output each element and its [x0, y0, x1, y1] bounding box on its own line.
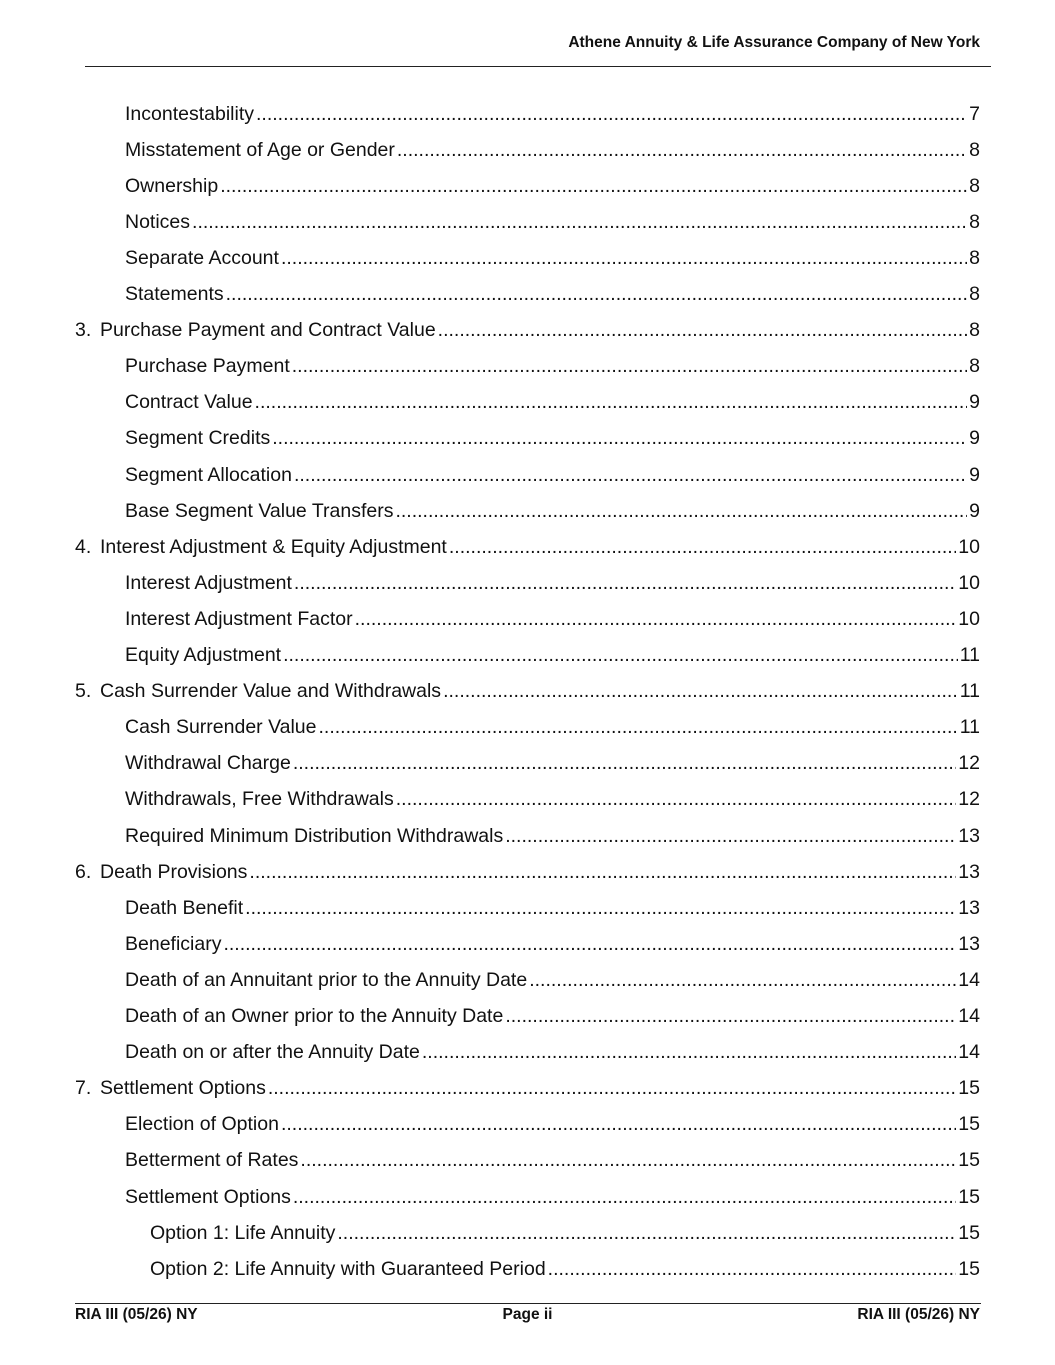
footer-divider	[75, 1303, 981, 1304]
toc-entry-title: Settlement Options	[125, 1185, 291, 1208]
toc-entry-title: Segment Allocation	[125, 463, 292, 486]
toc-entry	[125, 493, 980, 529]
toc-dot-leader	[249, 861, 956, 884]
toc-dot-leader	[281, 1113, 956, 1136]
toc-dot-leader	[255, 391, 968, 414]
toc-page-number: 10	[958, 535, 980, 558]
toc-page-number: 7	[969, 102, 980, 125]
toc-page-number: 8	[969, 246, 980, 269]
toc-entry	[125, 926, 980, 962]
toc-dot-leader	[226, 283, 968, 306]
toc-page-number: 8	[969, 283, 980, 305]
toc-entry-title: Misstatement of Age or Gender	[125, 138, 395, 161]
toc-entry-title: Purchase Payment	[125, 355, 290, 378]
toc-entry-title: Death on or after the Annuity Date	[125, 1041, 420, 1064]
toc-entry-title: Ownership	[125, 174, 219, 197]
toc-entry-title: Settlement Options	[100, 1077, 266, 1100]
toc-entry	[125, 1179, 980, 1215]
toc-entry	[125, 385, 980, 421]
company-name: Athene Annuity & Life Assurance Company of New York	[568, 34, 980, 51]
toc-entry-title: Interest Adjustment & Equity Adjustment	[100, 535, 447, 558]
toc-entry-title: Segment Credits	[125, 427, 271, 450]
toc-dot-leader	[293, 752, 956, 775]
toc-page-number: 13	[958, 860, 980, 883]
toc-dot-leader	[268, 1077, 956, 1100]
toc-dot-leader	[245, 897, 956, 920]
toc-dot-leader	[281, 247, 967, 270]
toc-section-number: 3.	[75, 319, 92, 342]
toc-page-number: 15	[958, 1113, 980, 1136]
toc-entry-title: Cash Surrender Value and Withdrawals	[100, 680, 442, 703]
toc-page-number: 14	[958, 1005, 980, 1027]
toc-entry-title: Statements	[125, 283, 224, 305]
toc-dot-leader	[438, 319, 967, 342]
toc-entry	[125, 1107, 980, 1143]
toc-section-number: 5.	[75, 680, 92, 703]
toc-entry-title: Notices	[125, 210, 191, 233]
toc-dot-leader	[337, 1222, 956, 1245]
toc-entry	[125, 601, 980, 637]
toc-dot-leader	[548, 1258, 957, 1281]
toc-page-number: 12	[958, 752, 980, 775]
toc-entry-title: Purchase Payment and Contract Value	[100, 319, 436, 342]
toc-entry-title: Incontestability	[125, 102, 254, 125]
toc-dot-leader	[294, 572, 956, 595]
toc-dot-leader	[355, 608, 957, 631]
toc-dot-leader	[223, 933, 956, 956]
toc-page-number: 11	[959, 680, 980, 703]
toc-entry-title: Death Benefit	[125, 896, 244, 919]
toc-entry-title: Contract Value	[125, 391, 253, 414]
toc-page-number: 10	[958, 571, 980, 594]
toc-entry	[125, 1143, 980, 1179]
toc-page-number: 13	[958, 896, 980, 919]
toc-page-number: 9	[969, 463, 980, 486]
toc-entry	[125, 638, 980, 674]
toc-page-number: 8	[969, 355, 980, 378]
toc-entry	[125, 204, 980, 240]
toc-entry-title: Base Segment Value Transfers	[125, 499, 394, 522]
toc-page-number: 13	[958, 824, 980, 847]
toc-entry	[125, 962, 980, 998]
footer-page-number: Page ii	[502, 1306, 553, 1323]
toc-section-entry	[75, 313, 980, 349]
toc-section-entry	[75, 674, 980, 710]
toc-dot-leader	[443, 680, 958, 703]
toc-page-number: 8	[969, 319, 980, 342]
toc-section-entry	[75, 529, 980, 565]
toc-entry	[125, 96, 980, 132]
toc-entry	[125, 349, 980, 385]
toc-entry-title: Death of an Owner prior to the Annuity Date	[125, 1005, 504, 1027]
toc-page-number: 9	[969, 427, 980, 450]
toc-entry-title: Election of Option	[125, 1113, 279, 1136]
toc-entry-title: Betterment of Rates	[125, 1149, 299, 1172]
toc-dot-leader	[294, 464, 967, 487]
toc-section-number: 4.	[75, 535, 92, 558]
toc-entry	[125, 240, 980, 276]
toc-section-entry	[75, 854, 980, 890]
toc-entry	[150, 1251, 980, 1287]
toc-entry-title: Withdrawals, Free Withdrawals	[125, 788, 394, 811]
toc-entry	[125, 132, 980, 168]
toc-page-number: 14	[958, 968, 980, 991]
toc-entry	[125, 1035, 980, 1071]
toc-dot-leader	[449, 536, 956, 559]
toc-entry-title: Withdrawal Charge	[125, 752, 291, 775]
toc-dot-leader	[293, 1186, 956, 1209]
toc-entry-title: Death of an Annuitant prior to the Annuity Date	[125, 968, 528, 991]
toc-section-entry	[75, 1071, 980, 1107]
toc-entry-title: Option 1: Life Annuity	[150, 1221, 336, 1244]
toc-entry-title: Beneficiary	[125, 932, 222, 955]
toc-dot-leader	[283, 644, 958, 667]
toc-dot-leader	[272, 427, 967, 450]
toc-entry-title: Required Minimum Distribution Withdrawals	[125, 824, 504, 847]
toc-page-number: 8	[969, 138, 980, 161]
toc-page-number: 13	[958, 932, 980, 955]
toc-page-number: 9	[969, 499, 980, 522]
header-divider	[85, 66, 991, 67]
toc-page-number: 15	[958, 1221, 980, 1244]
toc-entry-title: Separate Account	[125, 246, 279, 269]
toc-dot-leader	[529, 969, 956, 992]
toc-dot-leader	[192, 211, 967, 234]
toc-entry-title: Equity Adjustment	[125, 644, 282, 666]
toc-entry	[125, 999, 980, 1035]
toc-entry-title: Cash Surrender Value	[125, 716, 317, 739]
toc-dot-leader	[319, 716, 958, 739]
toc-entry	[125, 710, 980, 746]
toc-dot-leader	[396, 788, 957, 811]
toc-entry	[125, 457, 980, 493]
toc-entry-title: Interest Adjustment	[125, 571, 292, 594]
toc-section-number: 6.	[75, 860, 92, 883]
toc-entry	[125, 818, 980, 854]
toc-dot-leader	[292, 355, 967, 378]
toc-entry	[125, 782, 980, 818]
toc-entry	[125, 890, 980, 926]
toc-page-number: 8	[969, 174, 980, 197]
toc-dot-leader	[300, 1149, 956, 1172]
toc-entry	[125, 746, 980, 782]
toc-page-number: 10	[958, 607, 980, 630]
toc-entry	[125, 565, 980, 601]
toc-page-number: 12	[958, 788, 980, 811]
toc-entry-title: Option 2: Life Annuity with Guaranteed Period	[150, 1257, 546, 1280]
toc-entry	[125, 277, 980, 313]
toc-page-number: 15	[958, 1077, 980, 1100]
toc-entry	[150, 1215, 980, 1251]
toc-dot-leader	[256, 103, 967, 126]
toc-entry-title: Interest Adjustment Factor	[125, 607, 353, 630]
toc-dot-leader	[397, 139, 967, 162]
toc-section-number: 7.	[75, 1077, 92, 1100]
toc-dot-leader	[505, 825, 956, 848]
toc-dot-leader	[505, 1005, 956, 1028]
toc-page-number: 14	[958, 1041, 980, 1064]
toc-page-number: 11	[959, 716, 980, 739]
toc-dot-leader	[220, 175, 967, 198]
toc-entry-title: Death Provisions	[100, 860, 248, 883]
toc-page-number: 15	[958, 1185, 980, 1208]
footer-form-number-right: RIA III (05/26) NY	[857, 1306, 980, 1323]
toc-page-number: 11	[959, 644, 980, 666]
toc-page-number: 8	[969, 210, 980, 233]
footer-form-number-left: RIA III (05/26) NY	[75, 1306, 198, 1323]
toc-entry	[125, 421, 980, 457]
toc-entry	[125, 168, 980, 204]
toc-page-number: 15	[958, 1149, 980, 1172]
toc-dot-leader	[395, 500, 967, 523]
toc-page-number: 15	[958, 1257, 980, 1280]
toc-page-number: 9	[969, 391, 980, 414]
toc-dot-leader	[422, 1041, 956, 1064]
